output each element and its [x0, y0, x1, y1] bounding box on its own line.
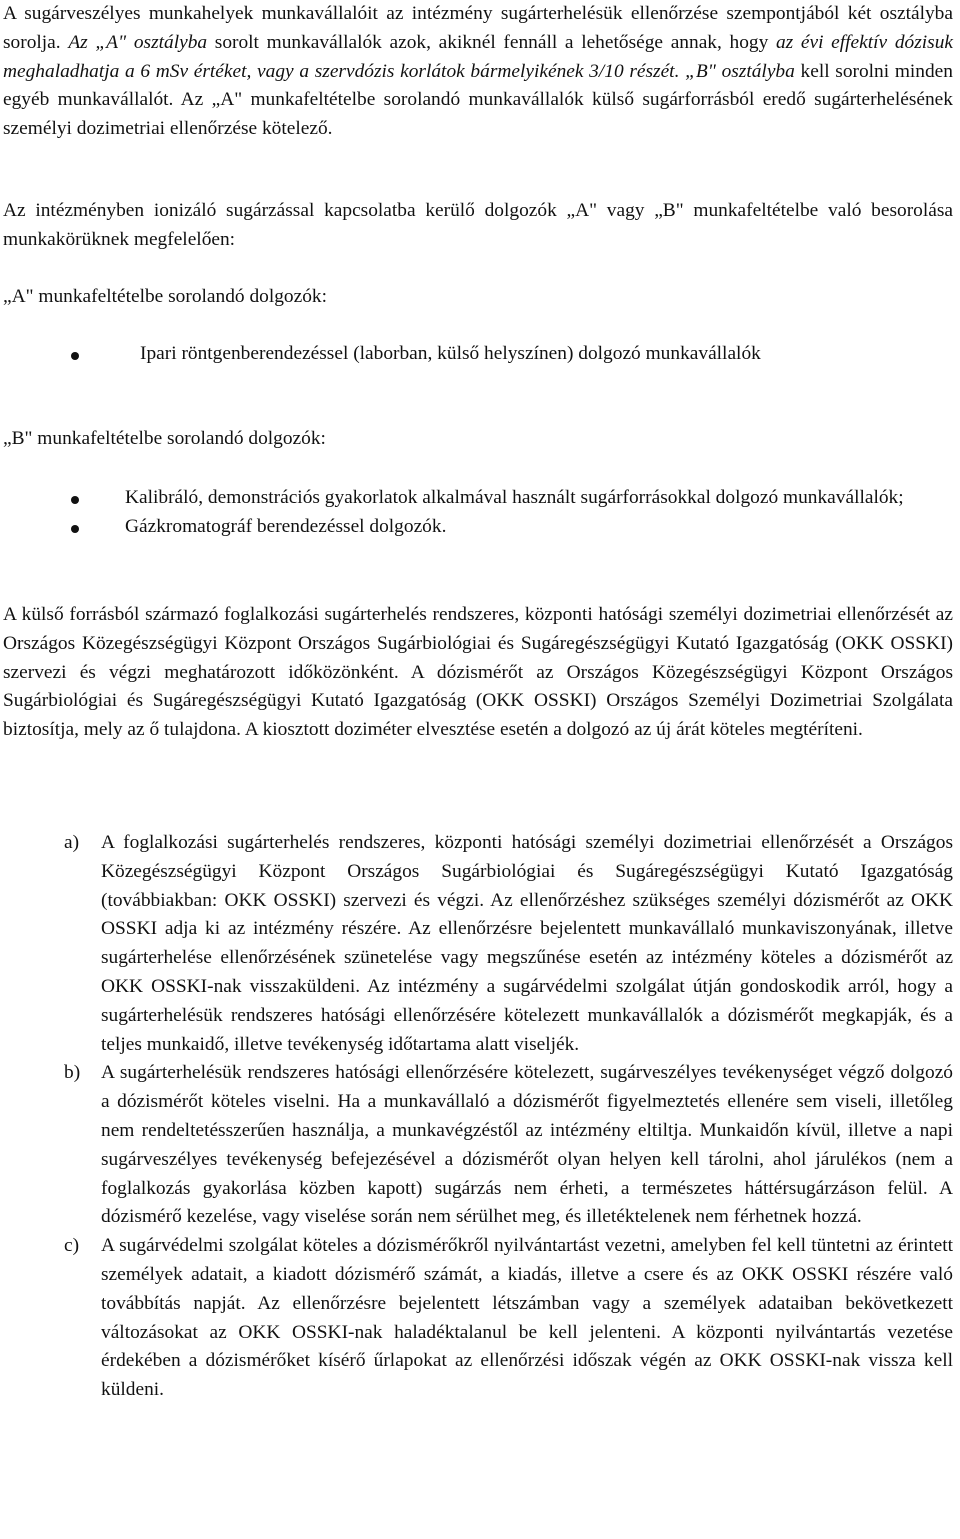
- category-a-heading: „A" munkafeltételbe sorolandó dolgozók:: [3, 286, 327, 307]
- list-item-text: A sugárterhelésük rendszeres hatósági ellenőrzésére kötelezett, sugárveszélyes tevékenységet végző dolgozó a dózismérőt köteles viselni. Ha a munkavállaló a dózismérőt figyelmeztetés ellenére sem viseli, illetőleg nem rendeltetésszerűen használja, a munkavégzéstől az intézmény eltiltja. Munkaidőn kívül, illetve a napi sugárveszélyes tevékenység befejezésével a dózismérőt olyan helyen kell tárolni, ahol járulékos (nem a foglalkozás gyakorlása közben kapott) sugárzás nem érheti, a természetes háttérsugárzáson felül. A dózismérő kezelése, vagy viselése során nem sérülhet meg, és illetéktelenek nem férhetnek hozzá.: [101, 1062, 953, 1228]
- list-marker: c): [64, 1235, 80, 1257]
- list-marker: a): [64, 832, 80, 853]
- list-item: [3, 340, 953, 369]
- category-b-list: [3, 484, 953, 542]
- list-item: [3, 513, 953, 542]
- list-item-text: A foglalkozási sugárterhelés rendszeres, központi hatósági személyi dozimetriai ellenőrzését a Országos Közegészségügyi Központ Országos Sugárbiológiai és Sugáregészségügyi Kutató Igazgatóság (továbbiakban: OKK OSSKI) szervezi és végzi. Az ellenőrzéshez szükséges személyi dózismérőt az OKK OSSKI adja ki az intézmény részére. Az ellenőrzésre bejelentett munkavállaló munkaviszonyának, illetve sugárterhelése ellenőrzésének szünetelése vagy megszűnése esetén az intézmény köteles a dózismérőt az OKK OSSKI-nak visszaküldeni. Az intézmény a sugárvédelmi szolgálat útján gondoskodik arról, hogy a sugárterhelésük rendszeres hatósági ellenőrzésére kötelezett munkavállalók a dózismérőt megkapják, és a teljes munkaidő, illetve tevékenység időtartama alatt viseljék.: [101, 832, 953, 1055]
- classification-paragraph: [3, 0, 953, 144]
- list-item: [3, 484, 953, 513]
- list-item-text: Kalibráló, demonstrációs gyakorlatok alkalmával használt sugárforrásokkal dolgozó munkavállalók;: [125, 487, 904, 508]
- italic-segment-class-b: „B" osztályba: [685, 60, 795, 82]
- list-item: [3, 1232, 953, 1405]
- italic-segment-dose-limit: az évi effektív dózisuk meghaladhatja a 6 mSv értéket, vagy a szervdózis korlátok bármelyikének 3/10 részét.: [3, 31, 953, 82]
- list-item-text: Ipari röntgenberendezéssel (laborban, külső helyszínen) dolgozó munkavállalók: [140, 343, 761, 364]
- lettered-list: [3, 829, 953, 1405]
- text-segment: sorolt munkavállalók azok, akiknél fennáll a lehetősége annak, hogy: [207, 31, 776, 53]
- bullet-icon: [71, 496, 79, 504]
- list-marker: b): [64, 1062, 81, 1084]
- external-dosimetry-paragraph: A külső forrásból származó foglalkozási sugárterhelés rendszeres, központi hatósági személyi dozimetriai ellenőrzését az Országos Közegészségügyi Központ Országos Sugárbiológiai és Sugáregészségügyi Kutató Igazgatóság (OKK OSSKI) szervezi és végzi meghatározott időközönként. A dózismérőt az Országos Közegészségügyi Központ Országos Sugárbiológiai és Sugáregészségügyi Kutató Igazgatóság (OKK OSSKI) Országos Személyi Dozimetriai Szolgálata biztosítja, mely az ő tulajdona. A kiosztott doziméter elvesztése esetén a dolgozó az új árát köteles megtéríteni.: [3, 604, 953, 741]
- list-item-text: A sugárvédelmi szolgálat köteles a dózismérőkről nyilvántartást vezetni, amelyben fel kell tüntetni az érintett személyek adatait, a kiadott dózismérő számát, a kiadás, illetve a csere és az OKK OSSKI részére való továbbítás napját. Az ellenőrzésre bejelentett létszámban vagy a személyek adataiban bekövetkezett változásokat az OKK OSSKI-nak haladéktalanul be kell jelenteni. A központi nyilvántartás vezetése érdekében a dózismérőket kísérő űrlapokat az ellenőrzési időszak végén az OKK OSSKI-nak vissza kell küldeni.: [101, 1235, 953, 1401]
- list-item-text: Gázkromatográf berendezéssel dolgozók.: [125, 515, 447, 537]
- italic-segment-class-a: Az „A" osztályba: [68, 31, 208, 53]
- assignment-intro-paragraph: Az intézményben ionizáló sugárzással kapcsolatba kerülő dolgozók „A" vagy „B" munkafeltételbe való besorolása munkakörüknek megfelelően:: [3, 200, 953, 250]
- text-segment: A sugárveszélyes munkahelyek munkavállalóit az intézmény sugárterhelésük ellenőrzése szempontjából két osztályba sorolja.: [3, 3, 953, 53]
- category-a-list: [3, 340, 953, 369]
- text-segment: kell sorolni minden egyéb munkavállalót. Az „A" munkafeltételbe sorolandó munkavállalók külső sugárforrásból eredő sugárterhelésének személyi dozimetriai ellenőrzése kötelező.: [3, 60, 953, 140]
- category-b-heading: „B" munkafeltételbe sorolandó dolgozók:: [3, 428, 326, 449]
- list-item: [3, 1059, 953, 1232]
- list-item: [3, 829, 953, 1059]
- bullet-icon: [71, 352, 79, 360]
- bullet-icon: [71, 525, 79, 533]
